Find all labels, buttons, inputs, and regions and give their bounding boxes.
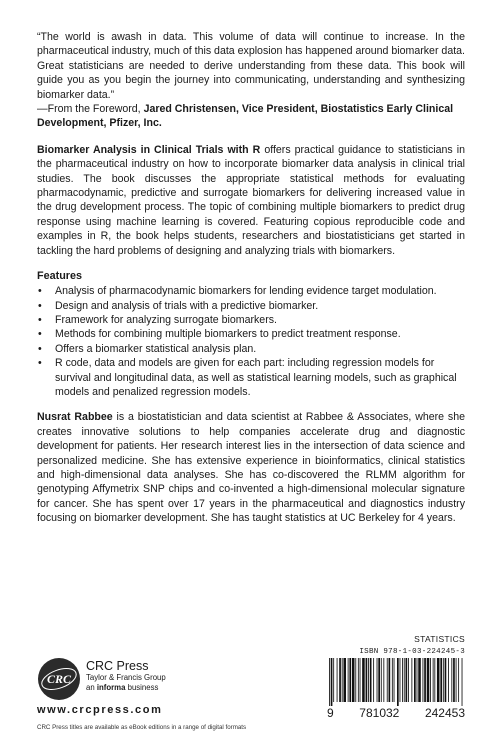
- barcode-bar: [337, 658, 338, 702]
- barcode-number: [327, 706, 465, 720]
- barcode-bar: [392, 658, 393, 702]
- barcode-bar: [352, 658, 355, 702]
- feature-item: [37, 356, 465, 399]
- barcode-bar: [342, 658, 343, 702]
- barcode-bar: [451, 658, 452, 702]
- barcode-bar: [329, 658, 330, 706]
- barcode-bar: [414, 658, 416, 702]
- book-title: Biomarker Analysis in Clinical Trials with R: [37, 143, 261, 156]
- barcode-bar: [387, 658, 388, 702]
- barcode-bar: [462, 658, 463, 706]
- barcode-bar: [397, 658, 399, 706]
- logo-text: CRC: [46, 672, 72, 686]
- barcode-bar: [453, 658, 455, 702]
- barcode-bar: [443, 658, 444, 702]
- publisher-business: [86, 683, 166, 693]
- publisher-website-link[interactable]: www.crcpress.com: [37, 704, 163, 716]
- business-name: informa: [96, 683, 126, 692]
- bullet-icon: •: [38, 328, 42, 341]
- barcode-bar: [400, 658, 401, 702]
- feature-item: [37, 327, 465, 341]
- barcode-bar: [440, 658, 442, 702]
- barcode-bar: [456, 658, 457, 702]
- book-description: [37, 143, 465, 258]
- barcode-bar: [433, 658, 434, 702]
- barcode-bar: [437, 658, 440, 702]
- bullet-icon: •: [38, 357, 42, 370]
- barcode-bar: [430, 658, 431, 702]
- barcode-bar: [445, 658, 447, 702]
- feature-item: [37, 284, 465, 298]
- barcode-bar: [394, 658, 395, 702]
- bullet-icon: •: [38, 299, 42, 312]
- bullet-icon: •: [38, 342, 42, 355]
- barcode-bar: [370, 658, 372, 702]
- feature-item: [37, 299, 465, 313]
- barcode-bar: [343, 658, 346, 702]
- foreword-attribution: [37, 102, 465, 131]
- barcode-bar: [427, 658, 430, 702]
- category-label: STATISTICS: [414, 634, 465, 644]
- barcode-bar: [381, 658, 382, 702]
- attribution-prefix: —From the Foreword,: [37, 103, 144, 116]
- feature-text: Framework for analyzing surrogate biomarkers.: [55, 313, 277, 326]
- back-cover-content: [37, 30, 465, 526]
- barcode-bar: [404, 658, 405, 702]
- attribution-name: Jared Christensen, Vice President, Biostatistics Early Clinical Development, Pfizer, Inc.: [37, 103, 454, 130]
- feature-item: [37, 342, 465, 356]
- feature-text: Design and analysis of trials with a predictive biomarker.: [55, 299, 319, 312]
- publisher-group: Taylor & Francis Group: [86, 673, 166, 682]
- barcode-bar: [406, 658, 408, 702]
- business-suffix: business: [125, 683, 159, 692]
- barcode-bar: [458, 658, 459, 702]
- feature-item: [37, 313, 465, 327]
- description-text: offers practical guidance to statisticians in the pharmaceutical industry on how to incorporate biomarker data analysis in clinical trial studies. The book discusses the appropriate statistical methods for evaluating pharmacodynamic, predictive and surrogate biomarkers for delivering increased value in the drug development process. The topic of combining multiple biomarkers to predict drug response using machine learning is covered. Featuring copious reproducible code and examples in R, the book helps students, researchers and biostatisticians get started in tackling the hard problems of designing and analyzing trials with biomarkers.: [37, 143, 465, 257]
- bullet-icon: •: [38, 285, 42, 298]
- crc-press-logo-icon: [37, 657, 81, 701]
- barcode-bar: [358, 658, 359, 702]
- barcode-bar: [408, 658, 409, 702]
- isbn-label: ISBN 978-1-03-224245-3: [359, 648, 465, 656]
- barcode-bar: [331, 658, 333, 706]
- barcode-bar: [434, 658, 435, 702]
- author-bio: [37, 410, 465, 525]
- barcode-bar: [333, 658, 334, 702]
- barcode-bar: [362, 658, 365, 702]
- barcode-bar: [418, 658, 421, 702]
- feature-text: Methods for combining multiple biomarkers to predict treatment response.: [55, 328, 401, 341]
- barcode-bar: [423, 658, 424, 702]
- barcode-bar: [448, 658, 449, 702]
- barcode-bar: [377, 658, 378, 702]
- barcode-bar: [360, 658, 361, 702]
- barcode-bar: [424, 658, 426, 702]
- author-bio-text: is a biostatistician and data scientist at Rabbee & Associates, where she creates innovative solutions to help companies accelerate drug and diagnostic development for patients. Her research interest lies in the intersection of data science and personalized medicine. She has extensive experience in bioinformatics, clinical statistics and high-dimensional data analyses. She has co-discovered the RLMM algorithm for genotyping Affymetrix SNP chips and co-invented a high-dimensional molecular signature for cancer. She has spent over 17 years in the pharmaceutical and diagnostics industry focusing on biomarker development. She has taught statistics at UC Berkeley for 4 years.: [37, 411, 465, 525]
- barcode-bar: [339, 658, 341, 702]
- feature-text: R code, data and models are given for each part: including regression models for survival and longitudinal data, as well as statistical learning models, such as graphical models and penalized regression models.: [55, 357, 457, 398]
- barcode-bar: [368, 658, 369, 702]
- features-list: [37, 284, 465, 399]
- barcode-bar: [378, 658, 380, 702]
- author-name: Nusrat Rabbee: [37, 411, 113, 424]
- barcode-bar: [402, 658, 403, 702]
- barcode-digit-group: 9: [327, 706, 334, 720]
- foreword-quote: “The world is awash in data. This volume of data will continue to increase. In the pharmaceutical industry, much of this data explosion has happened around biomarker data. Great statisticians are needed to derive understanding from these data. This book will guide you as you begin the journey into communicating, understanding and synthesizing biomarker data.”: [37, 31, 465, 101]
- feature-text: Offers a biomarker statistical analysis plan.: [55, 342, 257, 355]
- ebook-footnote: CRC Press titles are available as eBook editions in a range of digital formats: [37, 724, 247, 731]
- barcode-bar: [366, 658, 368, 702]
- barcode-bar: [411, 658, 412, 702]
- barcode-bar: [417, 658, 418, 702]
- features-heading: Features: [37, 270, 83, 283]
- barcode-digit-group: 242453: [424, 706, 465, 720]
- barcode-bar: [373, 658, 374, 702]
- barcode-bar: [349, 658, 351, 702]
- barcode-bar: [355, 658, 356, 702]
- publisher-name: CRC Press: [86, 659, 149, 673]
- barcode-bar: [389, 658, 391, 702]
- barcode-digit-group: 781032: [359, 706, 400, 720]
- feature-text: Analysis of pharmacodynamic biomarkers for lending evidence target modulation.: [55, 285, 437, 298]
- barcode-bar: [348, 658, 349, 702]
- barcode-bar: [383, 658, 384, 702]
- bullet-icon: •: [38, 313, 42, 326]
- business-prefix: an: [86, 683, 97, 692]
- barcode-image: [327, 658, 465, 706]
- publisher-info: [86, 659, 166, 693]
